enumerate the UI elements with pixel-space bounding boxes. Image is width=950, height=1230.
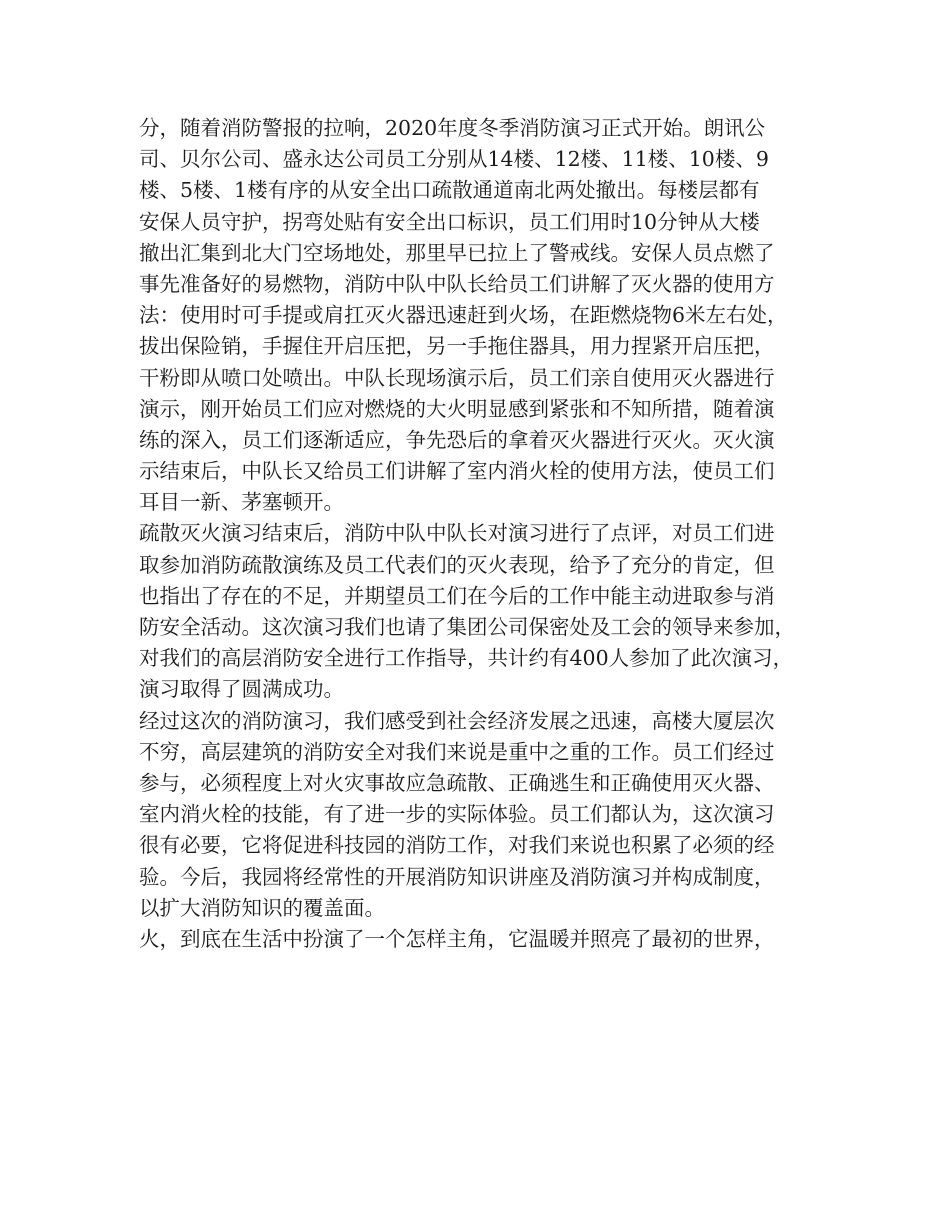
text-line: 很有必要，它将促进科技园的消防工作，对我们来说也积累了必须的经 bbox=[139, 833, 775, 858]
text-line: 不穷，高层建筑的消防安全对我们来说是重中之重的工作。员工们经过 bbox=[139, 739, 775, 764]
text-line: 撤出汇集到北大门空场地处，那里早已拉上了警戒线。安保人员点燃了 bbox=[139, 240, 775, 265]
text-line: 楼、5楼、1楼有序的从安全出口疏散通道南北两处撤出。每楼层都有 bbox=[139, 178, 760, 203]
text-line: 以扩大消防知识的覆盖面。 bbox=[139, 895, 385, 920]
text-line: 经过这次的消防演习，我们感受到社会经济发展之迅速，高楼大厦层次 bbox=[139, 708, 775, 733]
text-line: 取参加消防疏散演练及员工代表们的灭火表现，给予了充分的肯定，但 bbox=[139, 552, 775, 577]
text-line: 室内消火栓的技能，有了进一步的实际体验。员工们都认为，这次演习 bbox=[139, 802, 775, 827]
text-line: 示结束后，中队长又给员工们讲解了室内消火栓的使用方法，使员工们 bbox=[139, 459, 775, 484]
text-line: 参与，必须程度上对火灾事故应急疏散、正确逃生和正确使用灭火器、 bbox=[139, 770, 775, 795]
text-line: 验。今后，我园将经常性的开展消防知识讲座及消防演习并构成制度， bbox=[139, 864, 775, 889]
document-body-text bbox=[139, 113, 829, 955]
text-line: 法：使用时可手提或肩扛灭火器迅速赶到火场，在距燃烧物6米左右处， bbox=[139, 303, 788, 328]
text-line: 也指出了存在的不足，并期望员工们在今后的工作中能主动进取参与消 bbox=[139, 583, 775, 608]
text-line: 耳目一新、茅塞顿开。 bbox=[139, 490, 344, 515]
text-line: 演习取得了圆满成功。 bbox=[139, 677, 344, 702]
text-line: 分，随着消防警报的拉响，2020年度冬季消防演习正式开始。朗讯公 bbox=[139, 116, 766, 140]
text-line: 安保人员守护，拐弯处贴有安全出口标识，员工们用时10分钟从大楼 bbox=[139, 209, 760, 234]
text-line: 干粉即从喷口处喷出。中队长现场演示后，员工们亲自使用灭火器进行 bbox=[139, 365, 775, 390]
text-line: 练的深入，员工们逐渐适应，争先恐后的拿着灭火器进行灭火。灭火演 bbox=[139, 427, 775, 452]
text-line: 对我们的高层消防安全进行工作指导，共计约有400人参加了此次演习， bbox=[139, 646, 794, 671]
text-line: 防安全活动。这次演习我们也请了集团公司保密处及工会的领导来参加， bbox=[139, 615, 795, 639]
text-line: 演示，刚开始员工们应对燃烧的大火明显感到紧张和不知所措，随着演 bbox=[139, 396, 775, 421]
text-line: 事先准备好的易燃物，消防中队中队长给员工们讲解了灭火器的使用方 bbox=[139, 271, 775, 296]
text-line: 拔出保险销，手握住开启压把，另一手拖住器具，用力捏紧开启压把， bbox=[139, 334, 775, 359]
text-line: 疏散灭火演习结束后，消防中队中队长对演习进行了点评，对员工们进 bbox=[139, 521, 775, 546]
text-line: 司、贝尔公司、盛永达公司员工分别从14楼、12楼、11楼、10楼、9 bbox=[139, 147, 769, 172]
text-line: 火，到底在生活中扮演了一个怎样主角，它温暖并照亮了最初的世界， bbox=[139, 926, 775, 951]
